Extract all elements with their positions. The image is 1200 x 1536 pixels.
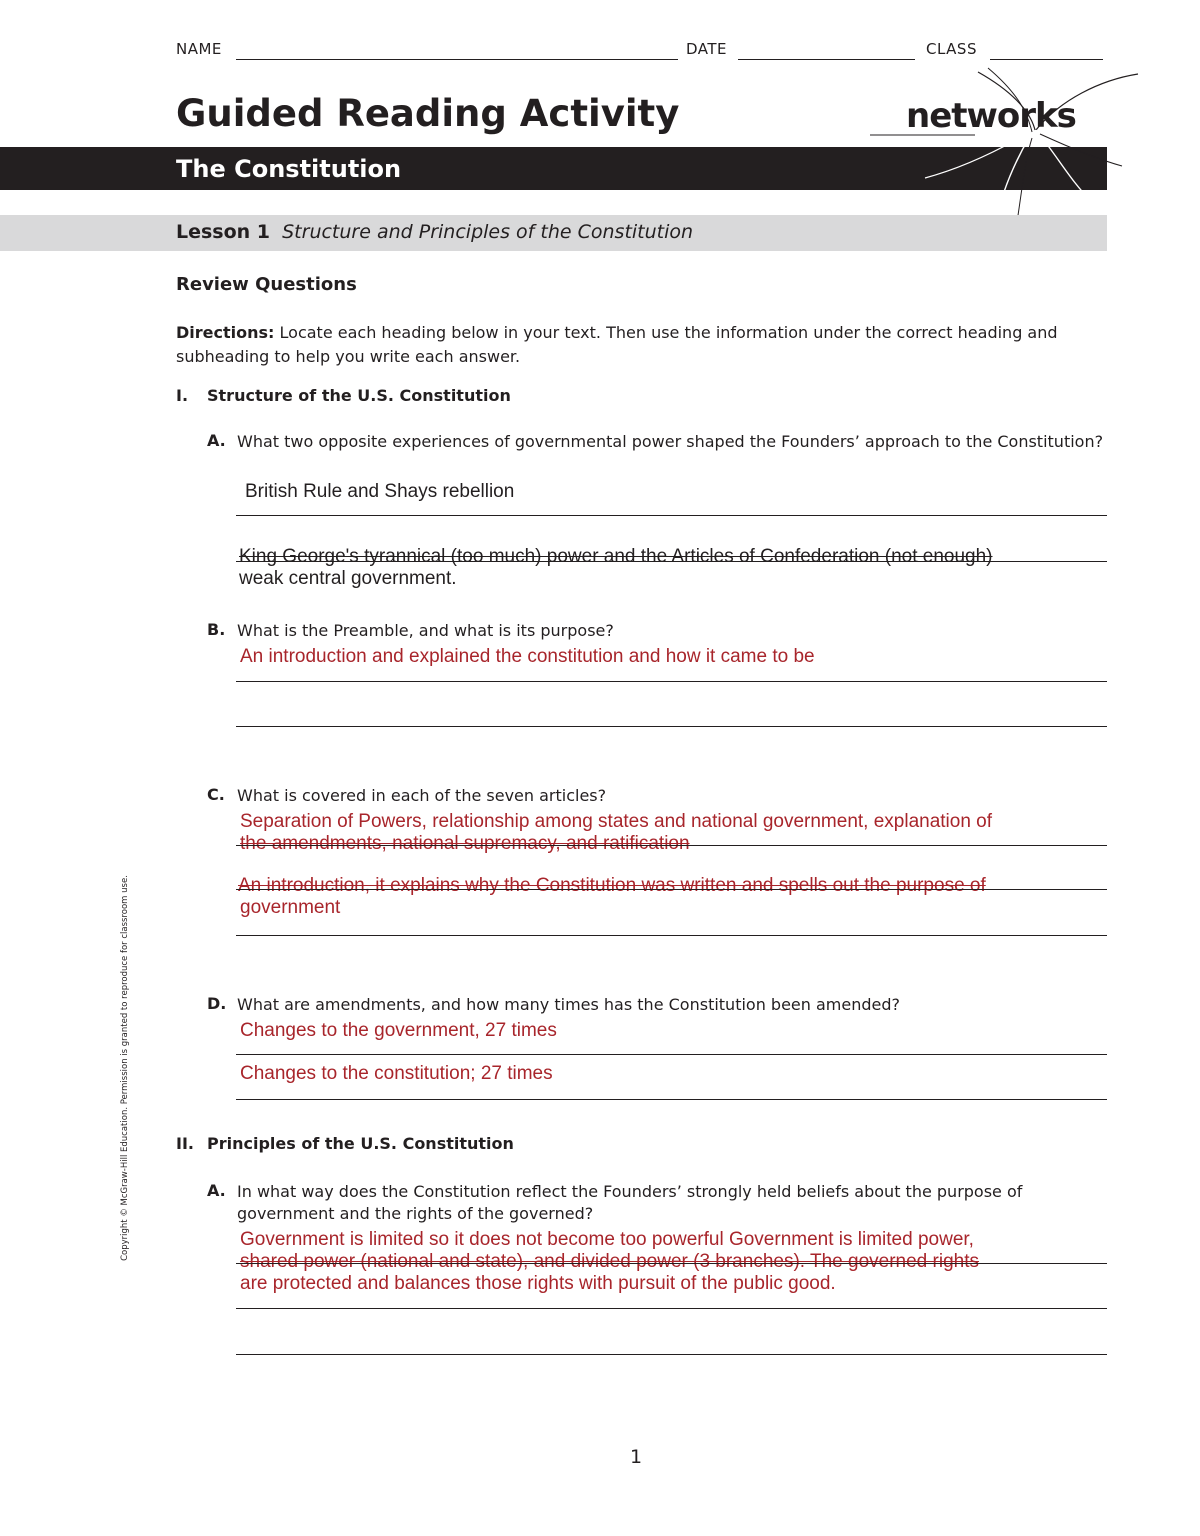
networks-logo-swoosh-icon <box>860 60 1150 230</box>
question-letter: D. <box>207 994 227 1013</box>
lesson-title: Structure and Principles of the Constitution <box>282 221 694 243</box>
answer-line[interactable] <box>236 515 1107 516</box>
answer-text: Separation of Powers, relationship among states and national government, explanation of <box>240 811 993 832</box>
answer-text: British Rule and Shays rebellion <box>245 481 515 502</box>
date-label: DATE <box>686 40 728 58</box>
name-field-line[interactable] <box>236 59 678 60</box>
page-title: Guided Reading Activity <box>176 92 680 135</box>
section-1-title: Structure of the U.S. Constitution <box>207 386 511 405</box>
lesson-label: Lesson 1 <box>176 221 271 243</box>
review-questions-heading: Review Questions <box>176 274 357 295</box>
answer-text: Changes to the constitution; 27 times <box>240 1063 553 1084</box>
question-letter: B. <box>207 620 226 639</box>
answer-text: Changes to the government, 27 times <box>240 1020 557 1041</box>
directions-label: Directions: <box>176 323 275 342</box>
lesson-heading <box>176 221 693 243</box>
answer-line[interactable] <box>236 889 1107 890</box>
answer-text-struck: the amendments, national supremacy, and ratification <box>240 833 690 854</box>
answer-text-struck: shared power (national and state), and divided power (3 branches). The governed rights <box>240 1251 979 1272</box>
answer-text: An introduction and explained the constitution and how it came to be <box>240 646 815 667</box>
answer-line[interactable] <box>236 845 1107 846</box>
answer-line[interactable] <box>236 561 1107 562</box>
networks-logo: networks <box>906 96 1076 136</box>
section-2-title: Principles of the U.S. Constitution <box>207 1134 514 1153</box>
answer-line[interactable] <box>236 1263 1107 1264</box>
question-text: What are amendments, and how many times has the Constitution been amended? <box>237 995 901 1014</box>
answer-text: government <box>240 897 341 918</box>
answer-line[interactable] <box>236 1054 1107 1055</box>
answer-line[interactable] <box>236 1308 1107 1309</box>
section-2-numeral: II. <box>176 1134 194 1153</box>
answer-text: Government is limited so it does not become too powerful Government is limited power, <box>240 1229 974 1250</box>
class-label: CLASS <box>926 40 977 58</box>
answer-text-struck: King George's tyrannical (too much) power and the Articles of Confederation (not enough) <box>239 546 993 567</box>
answer-text: weak central government. <box>239 568 457 589</box>
question-letter: C. <box>207 785 225 804</box>
question-text: What two opposite experiences of governmental power shaped the Founders’ approach to the Constitution? <box>237 432 1104 451</box>
section-1-numeral: I. <box>176 386 189 405</box>
answer-text: are protected and balances those rights with pursuit of the public good. <box>240 1273 836 1294</box>
question-letter: A. <box>207 431 226 450</box>
question-text: In what way does the Constitution reflect the Founders’ strongly held beliefs about the purpose of government and the rights of the governed? <box>237 1182 1023 1223</box>
answer-line[interactable] <box>236 1354 1107 1355</box>
answer-line[interactable] <box>236 726 1107 727</box>
directions <box>176 321 1101 369</box>
page-number: 1 <box>630 1446 643 1468</box>
directions-text: Locate each heading below in your text. Then use the information under the correct heading and subheading to help you write each answer. <box>176 323 1058 366</box>
chapter-title: The Constitution <box>176 155 402 183</box>
copyright-notice: Copyright © McGraw-Hill Education. Permission is granted to reproduce for classroom use. <box>120 875 130 1261</box>
question-letter: A. <box>207 1181 226 1200</box>
answer-line[interactable] <box>236 1099 1107 1100</box>
question-text: What is the Preamble, and what is its purpose? <box>237 621 614 640</box>
answer-text-struck: An introduction, it explains why the Constitution was written and spells out the purpose of <box>238 875 986 896</box>
answer-line[interactable] <box>236 935 1107 936</box>
question-text: What is covered in each of the seven articles? <box>237 786 607 805</box>
name-label: NAME <box>176 40 222 58</box>
answer-line[interactable] <box>236 681 1107 682</box>
